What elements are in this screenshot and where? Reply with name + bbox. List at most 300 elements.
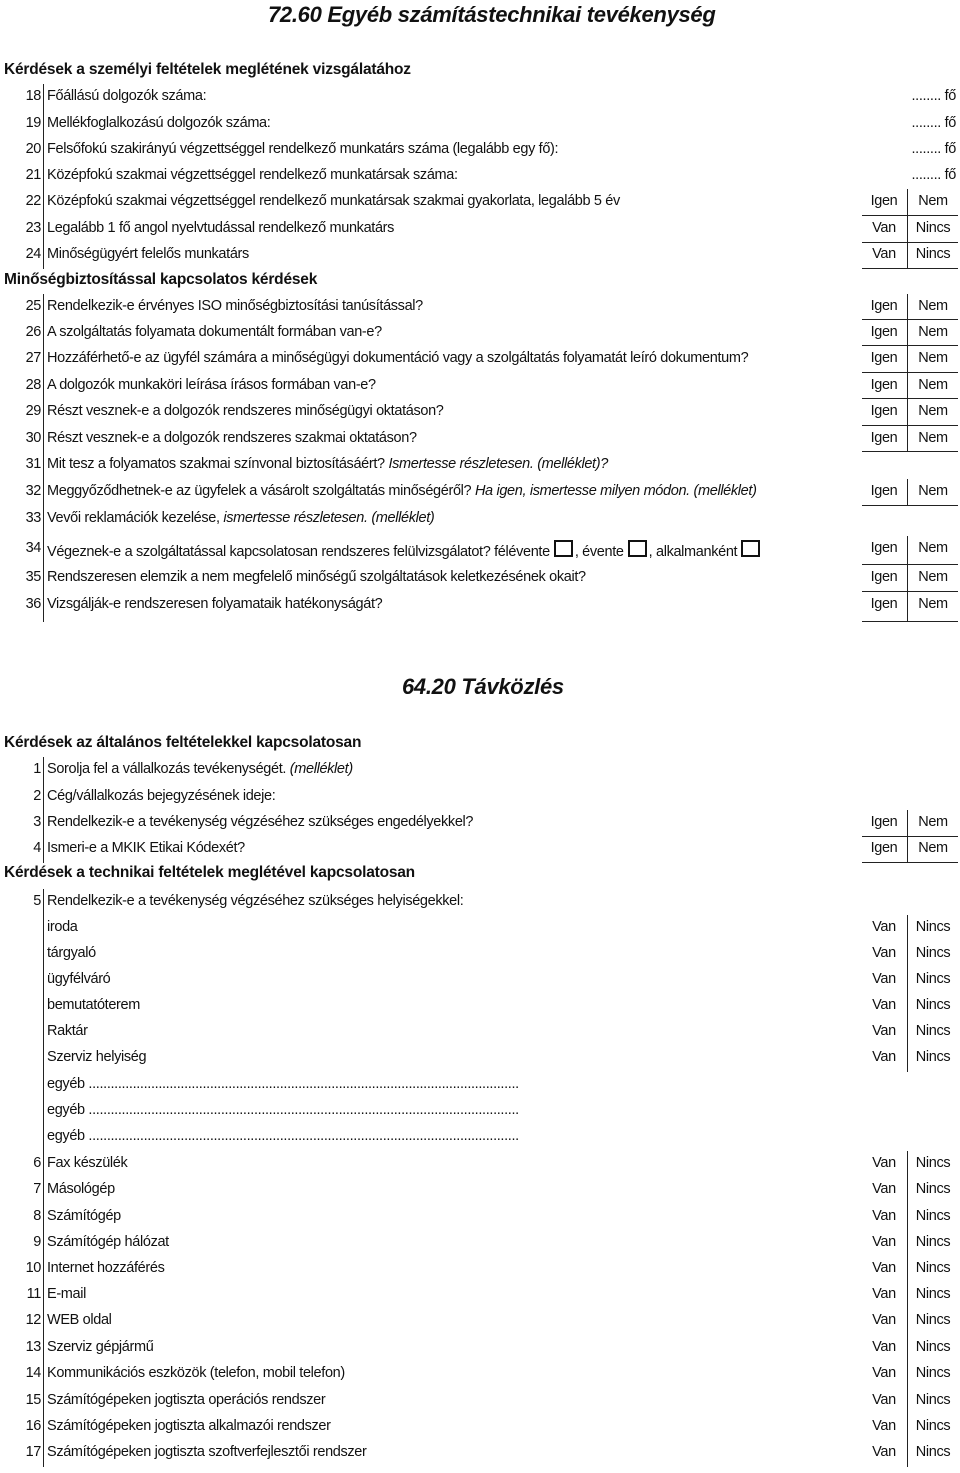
row-rule	[862, 621, 958, 622]
question-label: Számítógépeken jogtiszta alkalmazói rendszer	[47, 1418, 331, 1434]
question-text	[47, 1365, 345, 1381]
checkbox-occasional[interactable]	[741, 540, 760, 557]
question-row	[0, 1335, 960, 1362]
answer-option-yes[interactable]: Van	[872, 1155, 896, 1171]
question-text	[47, 1102, 519, 1118]
answer-option-no[interactable]: Nincs	[915, 1286, 951, 1302]
checkbox-semiannual[interactable]	[554, 540, 573, 557]
row-divider	[43, 915, 44, 942]
answer-blank[interactable]: ........ fő	[911, 167, 956, 183]
question-label: Felsőfokú szakirányú végzettséggel rendelkező munkatárs száma (legalább egy fő):	[47, 141, 559, 157]
answer-option-no[interactable]: Nincs	[915, 997, 951, 1013]
question-text	[47, 919, 78, 935]
row-divider	[43, 373, 44, 399]
answer-divider	[907, 479, 908, 506]
question-label: Fax készülék	[47, 1155, 128, 1171]
row-divider	[43, 479, 44, 506]
answer-option-yes[interactable]: Igen	[870, 193, 898, 209]
answer-option-yes[interactable]: Van	[872, 1208, 896, 1224]
question-label: Kommunikációs eszközök (telefon, mobil telefon)	[47, 1365, 345, 1381]
option-label: , alkalmanként	[648, 544, 738, 560]
question-label: egyéb .....................................................................................................................	[47, 1102, 519, 1118]
question-text	[47, 1208, 121, 1224]
question-label: tárgyaló	[47, 945, 96, 961]
question-row	[0, 941, 960, 968]
answer-divider	[907, 1177, 908, 1204]
question-text	[47, 88, 206, 104]
question-row	[0, 452, 960, 479]
answer-divider	[907, 1204, 908, 1231]
question-number: 34	[25, 540, 41, 556]
answer-option-yes[interactable]: Igen	[870, 483, 898, 499]
question-text	[47, 1023, 88, 1039]
answer-divider	[907, 810, 908, 837]
answer-option-no[interactable]: Nincs	[915, 1155, 951, 1171]
row-divider	[43, 242, 44, 269]
row-divider	[43, 1282, 44, 1309]
question-number: 1	[33, 761, 41, 777]
question-note: Ismertesse részletesen. (melléklet)?	[388, 456, 608, 472]
question-text	[47, 298, 423, 314]
question-number: 9	[33, 1234, 41, 1250]
answer-option-no[interactable]: Nem	[918, 483, 948, 499]
answer-option-no[interactable]: Nem	[918, 324, 948, 340]
question-number: 20	[25, 141, 41, 157]
answer-option-no[interactable]: Nem	[918, 193, 948, 209]
question-text	[47, 456, 608, 472]
answer-option-yes[interactable]: Van	[872, 246, 896, 262]
answer-divider	[907, 216, 908, 243]
question-text	[47, 569, 586, 585]
question-label: Rendelkezik-e érvényes ISO minőségbiztosítási tanúsítással?	[47, 298, 423, 314]
question-text	[47, 540, 762, 560]
question-number: 22	[25, 193, 41, 209]
question-number: 6	[33, 1155, 41, 1171]
answer-option-no[interactable]: Nincs	[915, 1392, 951, 1408]
question-text	[47, 141, 558, 157]
question-label: A szolgáltatás folyamata dokumentált formában van-e?	[47, 324, 382, 340]
question-label: Főállású dolgozók száma:	[47, 88, 207, 104]
answer-divider	[907, 294, 908, 320]
answer-option-no[interactable]: Nem	[918, 840, 948, 856]
answer-option-yes[interactable]: Igen	[870, 840, 898, 856]
question-number: 13	[25, 1339, 41, 1355]
answer-option-no[interactable]: Nem	[918, 350, 948, 366]
question-row	[0, 506, 960, 536]
answer-divider	[907, 1151, 908, 1178]
answer-option-no[interactable]: Nincs	[915, 1208, 951, 1224]
question-number: 27	[25, 350, 41, 366]
question-number: 10	[25, 1260, 41, 1276]
answer-option-yes[interactable]: Van	[872, 1023, 896, 1039]
question-label: Mellékfoglalkozású dolgozók száma:	[47, 115, 271, 131]
row-divider	[43, 346, 44, 373]
row-divider	[43, 452, 44, 479]
answer-divider	[907, 967, 908, 994]
question-row	[0, 137, 960, 164]
question-label: Mit tesz a folyamatos szakmai színvonal biztosításáért?	[47, 456, 385, 472]
question-label: Középfokú szakmai végzettséggel rendelkező munkatársak szakmai gyakorlata, legalább 5 év	[47, 193, 620, 209]
row-rule	[862, 862, 958, 863]
question-row	[0, 915, 960, 942]
question-text	[47, 220, 394, 236]
question-text	[47, 167, 458, 183]
question-row	[0, 1177, 960, 1204]
row-divider	[43, 565, 44, 592]
checkbox-annual[interactable]	[628, 540, 647, 557]
answer-option-no[interactable]: Nincs	[915, 1260, 951, 1276]
question-text	[47, 1444, 367, 1460]
question-label: Középfokú szakmai végzettséggel rendelkező munkatársak száma:	[47, 167, 458, 183]
answer-option-no[interactable]: Nincs	[915, 220, 951, 236]
question-text	[47, 1049, 146, 1065]
question-text	[47, 115, 270, 131]
answer-option-yes[interactable]: Van	[872, 1418, 896, 1434]
question-label: egyéb .....................................................................................................................	[47, 1076, 519, 1092]
question-text	[47, 997, 140, 1013]
question-label: Szerviz gépjármű	[47, 1339, 154, 1355]
answer-option-yes[interactable]: Van	[872, 1444, 896, 1460]
answer-option-no[interactable]: Nincs	[915, 919, 951, 935]
question-row	[0, 1440, 960, 1467]
answer-divider	[907, 1019, 908, 1046]
question-text	[47, 483, 757, 499]
answer-option-no[interactable]: Nem	[918, 814, 948, 830]
answer-option-no[interactable]: Nem	[918, 569, 948, 585]
answer-blank[interactable]: ........ fő	[911, 115, 956, 131]
question-text	[47, 403, 444, 419]
answer-option-no[interactable]: Nem	[918, 596, 948, 612]
row-divider	[43, 189, 44, 216]
answer-option-no[interactable]: Nincs	[915, 945, 951, 961]
answer-option-yes[interactable]: Igen	[870, 377, 898, 393]
question-number: 18	[25, 88, 41, 104]
answer-divider	[907, 1256, 908, 1283]
question-number: 14	[25, 1365, 41, 1381]
answer-option-yes[interactable]: Van	[872, 945, 896, 961]
question-row	[0, 320, 960, 346]
row-divider	[43, 1204, 44, 1231]
row-divider	[43, 111, 44, 138]
answer-divider	[907, 320, 908, 346]
question-row	[0, 757, 960, 784]
answer-option-yes[interactable]: Igen	[870, 596, 898, 612]
question-text	[47, 788, 275, 804]
question-row	[0, 565, 960, 592]
question-row	[0, 163, 960, 190]
row-divider	[43, 294, 44, 320]
question-label: A dolgozók munkaköri leírása írásos formában van-e?	[47, 377, 376, 393]
question-text	[47, 510, 434, 526]
question-row	[0, 836, 960, 863]
question-text	[47, 1181, 115, 1197]
question-row	[0, 784, 960, 811]
question-label: Vizsgálják-e rendszeresen folyamataik hatékonyságát?	[47, 596, 383, 612]
question-label: Számítógépeken jogtiszta szoftverfejlesztői rendszer	[47, 1444, 367, 1460]
question-label: WEB oldal	[47, 1312, 112, 1328]
question-row	[0, 479, 960, 506]
question-text	[47, 596, 382, 612]
row-divider	[43, 399, 44, 426]
page-title-2: 64.20 Távközlés	[402, 674, 564, 699]
answer-option-no[interactable]: Nincs	[915, 246, 951, 262]
answer-option-yes[interactable]: Van	[872, 1339, 896, 1355]
row-divider	[43, 1414, 44, 1441]
answer-option-yes[interactable]: Van	[872, 971, 896, 987]
question-row	[0, 1230, 960, 1257]
question-text	[47, 1392, 325, 1408]
question-label: iroda	[47, 919, 78, 935]
answer-divider	[907, 189, 908, 216]
question-text	[47, 350, 748, 366]
question-row	[0, 536, 960, 565]
answer-divider	[907, 346, 908, 373]
question-note: (melléklet)	[289, 761, 353, 777]
question-label: ügyfélváró	[47, 971, 111, 987]
answer-divider	[907, 1361, 908, 1388]
answer-option-yes[interactable]: Van	[872, 919, 896, 935]
answer-option-yes[interactable]: Igen	[870, 814, 898, 830]
answer-divider	[907, 373, 908, 399]
question-row	[0, 1072, 960, 1099]
answer-option-no[interactable]: Nem	[918, 540, 948, 556]
question-number: 29	[25, 403, 41, 419]
answer-option-yes[interactable]: Igen	[870, 324, 898, 340]
answer-option-yes[interactable]: Igen	[870, 540, 898, 556]
question-label: Számítógép	[47, 1208, 121, 1224]
answer-option-no[interactable]: Nincs	[915, 1181, 951, 1197]
answer-divider	[907, 941, 908, 968]
question-number: 26	[25, 324, 41, 340]
question-number: 7	[33, 1181, 41, 1197]
answer-blank[interactable]: ........ fő	[911, 141, 956, 157]
answer-option-no[interactable]: Nincs	[915, 1049, 951, 1065]
question-row	[0, 1098, 960, 1125]
question-number: 21	[25, 167, 41, 183]
section-general: Kérdések az általános feltételekkel kapcsolatosan	[4, 734, 362, 751]
answer-divider	[907, 1230, 908, 1257]
section-personal: Kérdések a személyi feltételek meglétének vizsgálatához	[4, 61, 411, 78]
answer-option-yes[interactable]: Van	[872, 1260, 896, 1276]
question-number: 16	[25, 1418, 41, 1434]
question-row	[0, 294, 960, 320]
question-text	[47, 945, 96, 961]
answer-divider	[907, 536, 908, 565]
question-row	[0, 1361, 960, 1388]
question-row	[0, 373, 960, 399]
question-text	[47, 377, 376, 393]
row-divider	[43, 84, 44, 111]
question-row	[0, 810, 960, 837]
question-label: Ismeri-e a MKIK Etikai Kódexét?	[47, 840, 245, 856]
row-divider	[43, 1388, 44, 1415]
question-label: Szerviz helyiség	[47, 1049, 147, 1065]
section-technical: Kérdések a technikai feltételek meglétével kapcsolatosan	[4, 864, 415, 881]
answer-option-yes[interactable]: Van	[872, 1392, 896, 1408]
answer-divider	[907, 242, 908, 269]
row-divider	[43, 1151, 44, 1178]
row-divider	[43, 216, 44, 243]
question-number: 5	[33, 893, 41, 909]
row-divider	[43, 426, 44, 452]
answer-option-no[interactable]: Nincs	[915, 1365, 951, 1381]
answer-option-no[interactable]: Nem	[918, 377, 948, 393]
question-text	[47, 1312, 112, 1328]
answer-option-yes[interactable]: Van	[872, 1312, 896, 1328]
question-number: 2	[33, 788, 41, 804]
question-number: 32	[25, 483, 41, 499]
question-number: 23	[25, 220, 41, 236]
question-row	[0, 426, 960, 452]
question-number: 19	[25, 115, 41, 131]
answer-option-yes[interactable]: Igen	[870, 569, 898, 585]
question-label: Másológép	[47, 1181, 115, 1197]
question-row	[0, 993, 960, 1020]
row-divider	[43, 1335, 44, 1362]
question-text	[47, 1286, 86, 1302]
question-label: Cég/vállalkozás bejegyzésének ideje:	[47, 788, 276, 804]
question-number: 36	[25, 596, 41, 612]
row-divider	[43, 1045, 44, 1072]
answer-option-no[interactable]: Nem	[918, 430, 948, 446]
question-row	[0, 1124, 960, 1151]
row-divider	[43, 1177, 44, 1204]
question-text	[47, 1128, 519, 1144]
question-row	[0, 84, 960, 111]
question-text	[47, 1260, 164, 1276]
question-number: 12	[25, 1312, 41, 1328]
question-label: Legalább 1 fő angol nyelvtudással rendelkező munkatárs	[47, 220, 395, 236]
question-label: Részt vesznek-e a dolgozók rendszeres minőségügyi oktatáson?	[47, 403, 444, 419]
answer-option-yes[interactable]: Van	[872, 1365, 896, 1381]
section-quality: Minőségbiztosítással kapcsolatos kérdések	[4, 271, 318, 288]
row-divider	[43, 1440, 44, 1467]
question-row	[0, 1204, 960, 1231]
question-label: bemutatóterem	[47, 997, 140, 1013]
answer-divider	[907, 1388, 908, 1415]
question-number: 30	[25, 430, 41, 446]
question-text	[47, 1155, 127, 1171]
row-rule	[862, 268, 958, 269]
answer-divider	[907, 836, 908, 863]
answer-option-yes[interactable]: Igen	[870, 298, 898, 314]
answer-option-yes[interactable]: Igen	[870, 403, 898, 419]
row-divider	[43, 967, 44, 994]
answer-divider	[907, 1440, 908, 1467]
answer-blank[interactable]: ........ fő	[911, 88, 956, 104]
question-number: 17	[25, 1444, 41, 1460]
answer-divider	[907, 426, 908, 452]
question-label: Végeznek-e a szolgáltatással kapcsolatosan rendszeres felülvizsgálatot? félévente	[47, 544, 550, 560]
answer-option-yes[interactable]: Igen	[870, 430, 898, 446]
question-number: 4	[33, 840, 41, 856]
question-row	[0, 1045, 960, 1072]
row-divider	[43, 784, 44, 811]
question-label: Rendelkezik-e a tevékenység végzéséhez szükséges helyiségekkel:	[47, 893, 464, 909]
question-label: Hozzáférhető-e az ügyfél számára a minőségügyi dokumentáció vagy a szolgáltatás folyamatát leíró dokumentum?	[47, 350, 749, 366]
answer-option-yes[interactable]: Igen	[870, 350, 898, 366]
answer-option-no[interactable]: Nem	[918, 403, 948, 419]
question-row	[0, 399, 960, 426]
question-label: egyéb .....................................................................................................................	[47, 1128, 519, 1144]
answer-divider	[907, 1282, 908, 1309]
answer-option-no[interactable]: Nincs	[915, 1312, 951, 1328]
question-row	[0, 111, 960, 138]
row-divider	[43, 993, 44, 1020]
question-row	[0, 592, 960, 622]
answer-option-no[interactable]: Nincs	[915, 1339, 951, 1355]
question-number: 15	[25, 1392, 41, 1408]
answer-option-no[interactable]: Nem	[918, 298, 948, 314]
question-row	[0, 1388, 960, 1415]
question-text	[47, 893, 463, 909]
question-text	[47, 1076, 519, 1092]
question-row	[0, 1151, 960, 1178]
question-row	[0, 189, 960, 216]
answer-option-no[interactable]: Nincs	[915, 1023, 951, 1039]
answer-option-no[interactable]: Nincs	[915, 971, 951, 987]
answer-divider	[907, 915, 908, 942]
answer-divider	[907, 1308, 908, 1335]
answer-option-yes[interactable]: Van	[872, 1286, 896, 1302]
question-number: 28	[25, 377, 41, 393]
question-text	[47, 324, 382, 340]
question-text	[47, 814, 473, 830]
question-label: Internet hozzáférés	[47, 1260, 165, 1276]
answer-divider	[907, 993, 908, 1020]
answer-option-no[interactable]: Nincs	[915, 1418, 951, 1434]
answer-divider	[907, 399, 908, 426]
row-divider	[43, 1098, 44, 1125]
row-divider	[43, 137, 44, 164]
question-row	[0, 1256, 960, 1283]
question-label: Vevői reklamációk kezelése,	[47, 510, 220, 526]
answer-option-yes[interactable]: Van	[872, 220, 896, 236]
answer-option-yes[interactable]: Van	[872, 1181, 896, 1197]
question-number: 31	[25, 456, 41, 472]
row-divider	[43, 1256, 44, 1283]
row-divider	[43, 1308, 44, 1335]
question-text	[47, 840, 245, 856]
option-label: , évente	[574, 544, 624, 560]
answer-option-yes[interactable]: Van	[872, 1049, 896, 1065]
question-note: Ha igen, ismertesse milyen módon. (melléklet)	[474, 483, 757, 499]
question-number: 3	[33, 814, 41, 830]
row-divider	[43, 836, 44, 863]
answer-option-yes[interactable]: Van	[872, 1234, 896, 1250]
question-label: Rendelkezik-e a tevékenység végzéséhez szükséges engedélyekkel?	[47, 814, 474, 830]
question-label: Sorolja fel a vállalkozás tevékenységét.	[47, 761, 287, 777]
row-divider	[43, 941, 44, 968]
answer-option-yes[interactable]: Van	[872, 997, 896, 1013]
answer-option-no[interactable]: Nincs	[915, 1444, 951, 1460]
answer-divider	[907, 1335, 908, 1362]
question-text	[47, 971, 110, 987]
question-text	[47, 1339, 153, 1355]
question-number: 8	[33, 1208, 41, 1224]
question-text	[47, 193, 620, 209]
question-number: 33	[25, 510, 41, 526]
question-note: ismertesse részletesen. (melléklet)	[223, 510, 435, 526]
answer-option-no[interactable]: Nincs	[915, 1234, 951, 1250]
question-text	[47, 1234, 169, 1250]
row-divider	[43, 1230, 44, 1257]
question-label: Raktár	[47, 1023, 88, 1039]
question-number: 35	[25, 569, 41, 585]
row-divider	[43, 889, 44, 916]
question-text	[47, 430, 417, 446]
question-text	[47, 1418, 331, 1434]
